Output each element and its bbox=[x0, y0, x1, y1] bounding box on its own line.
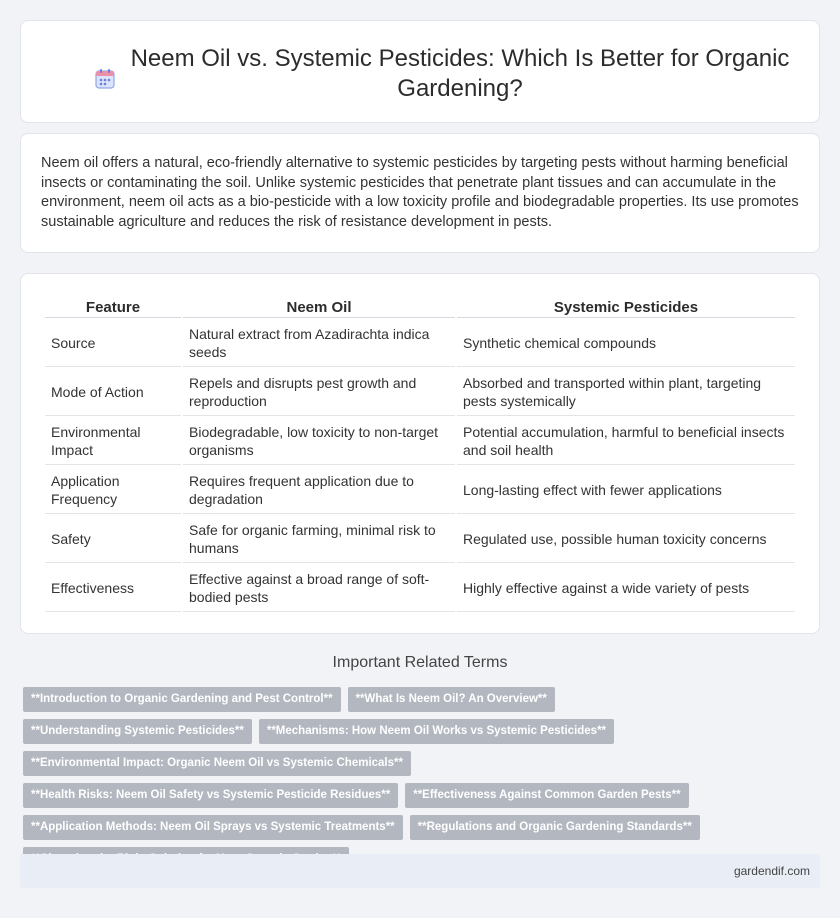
systemic-cell: Synthetic chemical compounds bbox=[457, 320, 795, 367]
comparison-table bbox=[43, 296, 797, 614]
table-row bbox=[45, 418, 795, 465]
table-row bbox=[45, 565, 795, 612]
related-term-tag[interactable]: **Introduction to Organic Gardening and Pest Control** bbox=[23, 687, 341, 712]
title-card bbox=[20, 20, 820, 123]
related-term-tag[interactable]: **What Is Neem Oil? An Overview** bbox=[348, 687, 555, 712]
feature-cell: Safety bbox=[45, 516, 181, 563]
related-term-tag[interactable]: **Understanding Systemic Pesticides** bbox=[23, 719, 252, 744]
page-title: Neem Oil vs. Systemic Pesticides: Which Is Better for Organic Gardening? bbox=[130, 45, 790, 102]
feature-cell: Mode of Action bbox=[45, 369, 181, 416]
systemic-cell: Highly effective against a wide variety of pests bbox=[457, 565, 795, 612]
related-term-tag[interactable]: **Regulations and Organic Gardening Standards** bbox=[410, 815, 700, 840]
related-term-tag[interactable]: **Effectiveness Against Common Garden Pests** bbox=[405, 783, 688, 808]
table-header-row bbox=[45, 298, 795, 318]
header-systemic-pesticides: Systemic Pesticides bbox=[457, 298, 795, 318]
feature-cell: Source bbox=[45, 320, 181, 367]
comparison-card bbox=[20, 273, 820, 634]
footer-site-link[interactable]: gardendif.com bbox=[733, 864, 810, 878]
table-row bbox=[45, 369, 795, 416]
table-row bbox=[45, 516, 795, 563]
feature-cell: Environmental Impact bbox=[45, 418, 181, 465]
table-row bbox=[45, 467, 795, 514]
related-terms-list bbox=[23, 687, 783, 879]
table-row bbox=[45, 320, 795, 367]
neem-oil-cell: Effective against a broad range of soft-bodied pests bbox=[183, 565, 455, 612]
calendar-icon bbox=[93, 67, 117, 91]
systemic-cell: Absorbed and transported within plant, targeting pests systemically bbox=[457, 369, 795, 416]
neem-oil-cell: Requires frequent application due to degradation bbox=[183, 467, 455, 514]
header-neem-oil: Neem Oil bbox=[183, 298, 455, 318]
systemic-cell: Regulated use, possible human toxicity concerns bbox=[457, 516, 795, 563]
footer bbox=[20, 854, 820, 888]
neem-oil-cell: Safe for organic farming, minimal risk to humans bbox=[183, 516, 455, 563]
header-feature: Feature bbox=[45, 298, 181, 318]
related-terms-title: Important Related Terms bbox=[332, 654, 508, 671]
systemic-cell: Potential accumulation, harmful to beneficial insects and soil health bbox=[457, 418, 795, 465]
related-term-tag[interactable]: **Mechanisms: How Neem Oil Works vs Systemic Pesticides** bbox=[259, 719, 614, 744]
feature-cell: Application Frequency bbox=[45, 467, 181, 514]
intro-paragraph: Neem oil offers a natural, eco-friendly alternative to systemic pesticides by targeting pests without harming beneficial insects or contaminating the soil. Unlike systemic pesticides that penetrate plant tissues and can accumulate in the environment, neem oil acts as a bio-pesticide with a low toxicity profile and biodegradable properties. Its use promotes sustainable agriculture and reduces the risk of resistance development in pests. bbox=[41, 155, 799, 230]
neem-oil-cell: Biodegradable, low toxicity to non-target organisms bbox=[183, 418, 455, 465]
related-term-tag[interactable]: **Application Methods: Neem Oil Sprays vs Systemic Treatments** bbox=[23, 815, 403, 840]
neem-oil-cell: Natural extract from Azadirachta indica seeds bbox=[183, 320, 455, 367]
feature-cell: Effectiveness bbox=[45, 565, 181, 612]
systemic-cell: Long-lasting effect with fewer applications bbox=[457, 467, 795, 514]
related-term-tag[interactable]: **Health Risks: Neem Oil Safety vs Systemic Pesticide Residues** bbox=[23, 783, 398, 808]
neem-oil-cell: Repels and disrupts pest growth and reproduction bbox=[183, 369, 455, 416]
related-term-tag[interactable]: **Environmental Impact: Organic Neem Oil vs Systemic Chemicals** bbox=[23, 751, 411, 776]
intro-card bbox=[20, 133, 820, 253]
